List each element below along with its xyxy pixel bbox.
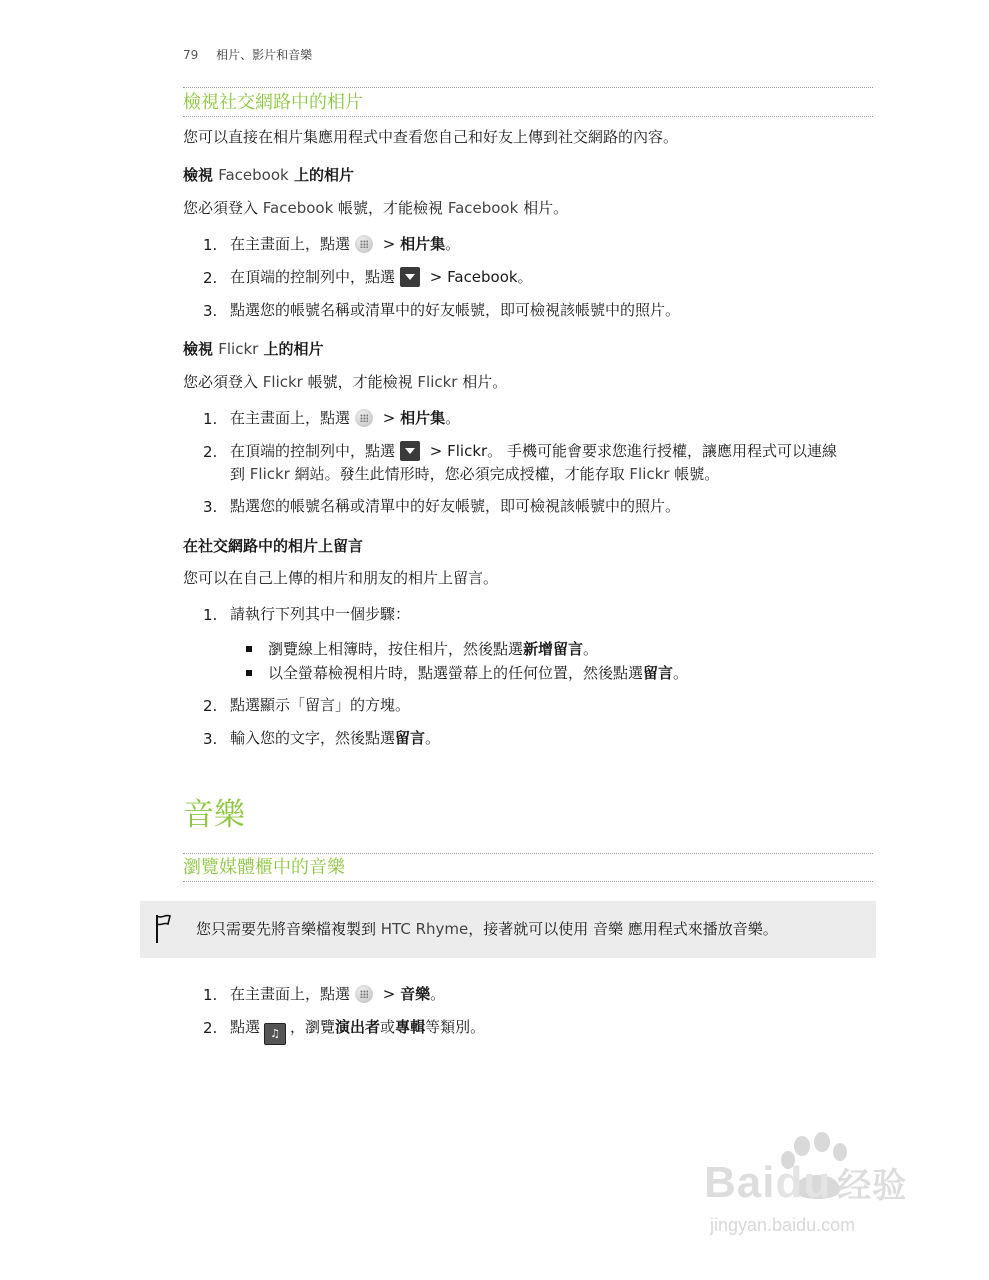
step-number: 1. — [203, 410, 218, 428]
dropdown-arrow-icon — [400, 441, 420, 461]
bullet-icon — [246, 670, 252, 676]
step-number: 3. — [203, 302, 218, 320]
bullet-text: 以全螢幕檢視相片時，點選螢幕上的任何位置，然後點選留言。 — [268, 664, 689, 682]
step-text: 請執行下列其中一個步驟： — [230, 605, 411, 623]
step-number: 3. — [203, 730, 218, 748]
divider — [183, 853, 873, 854]
subheading-facebook: 檢視 Facebook 上的相片 — [183, 166, 354, 184]
music-library-icon: ♫ — [264, 1023, 286, 1045]
dropdown-arrow-icon — [400, 267, 420, 287]
step-text: 點選您的帳號名稱或清單中的好友帳號，即可檢視該帳號中的照片。 — [230, 301, 681, 319]
baidu-watermark — [700, 1130, 940, 1250]
bullet-text: 瀏覽線上相簿時，按住相片，然後點選新增留言。 — [268, 640, 599, 658]
step-text: 點選顯示「留言」的方塊。 — [230, 696, 411, 714]
section-title: 瀏覽媒體櫃中的音樂 — [183, 857, 345, 878]
step-text: 在主畫面上，點選 > 音樂。 — [230, 985, 446, 1003]
flickr-intro: 您必須登入 Flickr 帳號，才能檢視 Flickr 相片。 — [183, 373, 508, 391]
page-header — [183, 46, 312, 63]
step-text: 在頂端的控制列中，點選 > Facebook。 — [230, 268, 533, 286]
watermark-cn: 经验 — [837, 1167, 908, 1205]
page-number: 79 — [183, 48, 199, 62]
divider — [183, 116, 873, 117]
all-apps-grid-icon — [355, 985, 373, 1003]
section-intro: 您可以直接在相片集應用程式中查看您自己和好友上傳到社交網路的內容。 — [183, 128, 679, 146]
step-text: 在主畫面上，點選 > 相片集。 — [230, 235, 461, 253]
step-number: 1. — [203, 606, 218, 624]
all-apps-grid-icon — [355, 409, 373, 427]
step-number: 2. — [203, 1019, 218, 1037]
subheading-flickr: 檢視 Flickr 上的相片 — [183, 340, 324, 358]
divider — [183, 881, 873, 882]
step-text: 點選您的帳號名稱或清單中的好友帳號，即可檢視該帳號中的照片。 — [230, 497, 681, 515]
flag-icon — [154, 913, 172, 945]
step-text: 在主畫面上，點選 > 相片集。 — [230, 409, 461, 427]
step-text: 點選 ♫ ，瀏覽演出者或專輯等類別。 — [230, 1016, 485, 1045]
note-text: 您只需要先將音樂檔複製到 HTC Rhyme，接著就可以使用 音樂 應用程式來播放音樂。 — [196, 920, 778, 938]
all-apps-grid-icon — [355, 235, 373, 253]
step-number: 2. — [203, 697, 218, 715]
watermark-brand: Bai — [704, 1158, 776, 1207]
step-text: 輸入您的文字，然後點選留言。 — [230, 729, 441, 747]
section-title: 檢視社交網路中的相片 — [183, 92, 363, 113]
step-number: 3. — [203, 498, 218, 516]
watermark-url: jingyan.baidu.com — [710, 1215, 856, 1235]
step-number: 2. — [203, 269, 218, 287]
comment-intro: 您可以在自己上傳的相片和朋友的相片上留言。 — [183, 569, 499, 587]
watermark-brand2: du — [775, 1158, 832, 1207]
step-number: 1. — [203, 236, 218, 254]
divider — [183, 87, 873, 88]
step-text-continued: 到 Flickr 網站。發生此情形時，您必須完成授權，才能存取 Flickr 帳號。 — [230, 465, 720, 483]
subheading-comment: 在社交網路中的相片上留言 — [183, 537, 364, 555]
chapter-heading-music: 音樂 — [183, 797, 245, 833]
bullet-icon — [246, 646, 252, 652]
step-number: 1. — [203, 986, 218, 1004]
step-text: 在頂端的控制列中，點選 > Flickr。 手機可能會要求您進行授權，讓應用程式可以連線 — [230, 442, 837, 460]
facebook-intro: 您必須登入 Facebook 帳號，才能檢視 Facebook 相片。 — [183, 199, 569, 217]
chapter-title: 相片、影片和音樂 — [216, 48, 313, 62]
step-number: 2. — [203, 443, 218, 461]
